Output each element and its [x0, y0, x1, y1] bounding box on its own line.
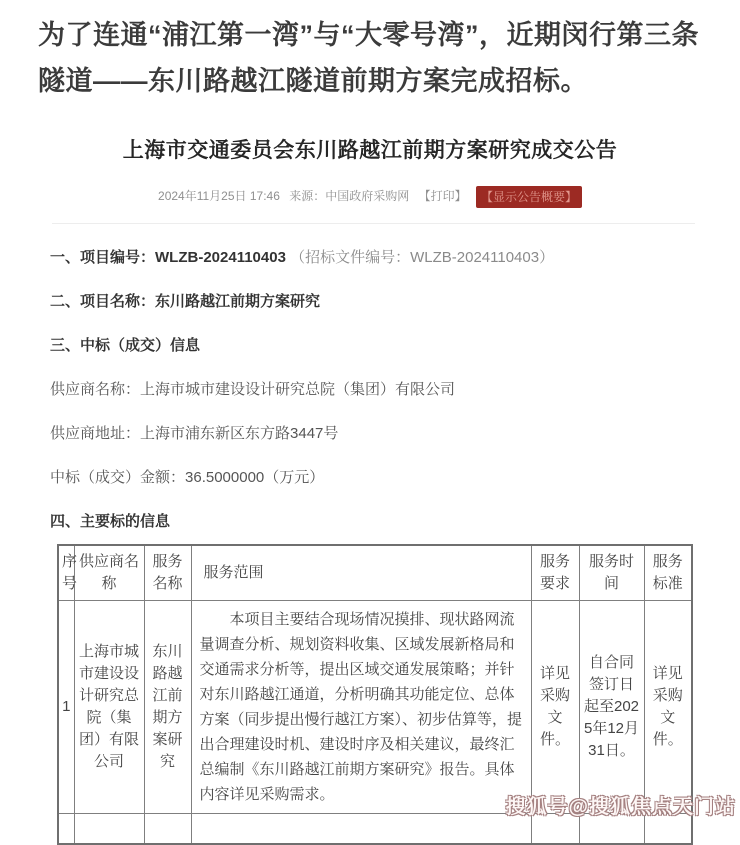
- project-name-label: 二、项目名称：: [50, 293, 156, 310]
- award-info-heading-text: 三、中标（成交）信息: [50, 337, 201, 354]
- announcement-title: 上海市交通委员会东川路越江前期方案研究成交公告: [122, 139, 618, 162]
- main-subject-heading: [50, 512, 695, 532]
- project-number-value: WLZB-2024110403: [155, 249, 286, 266]
- cell-requirement: 详见采购文件。: [531, 601, 579, 814]
- supplier-name-label: 供应商名称：: [50, 381, 141, 398]
- award-amount-label: 中标（成交）金额：: [50, 469, 186, 486]
- col-header-period: 服务时间: [579, 545, 644, 601]
- project-name-value: 东川路越江前期方案研究: [155, 293, 321, 310]
- award-amount-line: [50, 468, 695, 488]
- cell-standard: 详见采购文件。: [644, 601, 692, 814]
- supplier-name-value: 上海市城市建设设计研究总院（集团）有限公司: [140, 381, 456, 398]
- meta-source: 来源：中国政府采购网: [289, 189, 410, 204]
- project-number-label: 一、项目编号：: [50, 249, 156, 266]
- project-number-note: （招标文件编号：WLZB-2024110403）: [290, 249, 555, 266]
- intro-headline: 为了连通“浦江第一湾”与“大零号湾”，近期闵行第三条隧道——东川路越江隧道前期方案完成招标。: [38, 20, 699, 96]
- cell-supplier: 上海市城市建设设计研究总院（集团）有限公司: [74, 601, 144, 814]
- print-button[interactable]: 【打印】: [418, 189, 467, 204]
- watermark: 搜狐号@搜狐焦点天门站: [505, 796, 736, 818]
- supplier-name-line: [50, 380, 695, 400]
- cell-service-name: 东川路越江前期方案研究: [144, 601, 191, 814]
- col-header-serial: 序号: [58, 545, 74, 601]
- award-amount-value: 36.5000000（万元）: [185, 469, 325, 486]
- col-header-scope: 服务范围: [191, 545, 531, 601]
- table-header-row: [58, 545, 692, 601]
- meta-line: [0, 186, 740, 208]
- main-subject-heading-text: 四、主要标的信息: [50, 513, 171, 530]
- meta-datetime: 2024年11月25日 17:46: [158, 189, 280, 204]
- supplier-address-value: 上海市浦东新区东方路3447号: [140, 425, 339, 442]
- award-info-heading: [50, 336, 695, 356]
- col-header-requirement: 服务要求: [531, 545, 579, 601]
- table-row: [58, 601, 692, 814]
- supplier-address-label: 供应商地址：: [50, 425, 141, 442]
- col-header-service-name: 服务名称: [144, 545, 191, 601]
- supplier-address-line: [50, 424, 695, 444]
- col-header-supplier: 供应商名称: [74, 545, 144, 601]
- announcement-body: [50, 248, 695, 532]
- col-header-standard: 服务标准: [644, 545, 692, 601]
- divider: [52, 223, 695, 224]
- cell-serial: 1: [58, 601, 74, 814]
- cell-period: 自合同签订日起至2025年12月31日。: [579, 601, 644, 814]
- project-name-line: [50, 292, 695, 312]
- show-summary-button[interactable]: 【显示公告概要】: [476, 186, 582, 208]
- cell-scope: 本项目主要结合现场情况摸排、现状路网流量调查分析、规划资料收集、区域发展新格局和交通需求分析等，提出区域交通发展策略；并针对东川路越江通道，分析明确其功能定位、总体方案（同步提出慢行越江方案）、初步估算等，提出合理建设时机、建设时序及相关建议，最终汇总编制《东川路越江前期方案研究》报告。具体内容详见采购需求。: [191, 601, 531, 814]
- project-number-line: [50, 248, 695, 268]
